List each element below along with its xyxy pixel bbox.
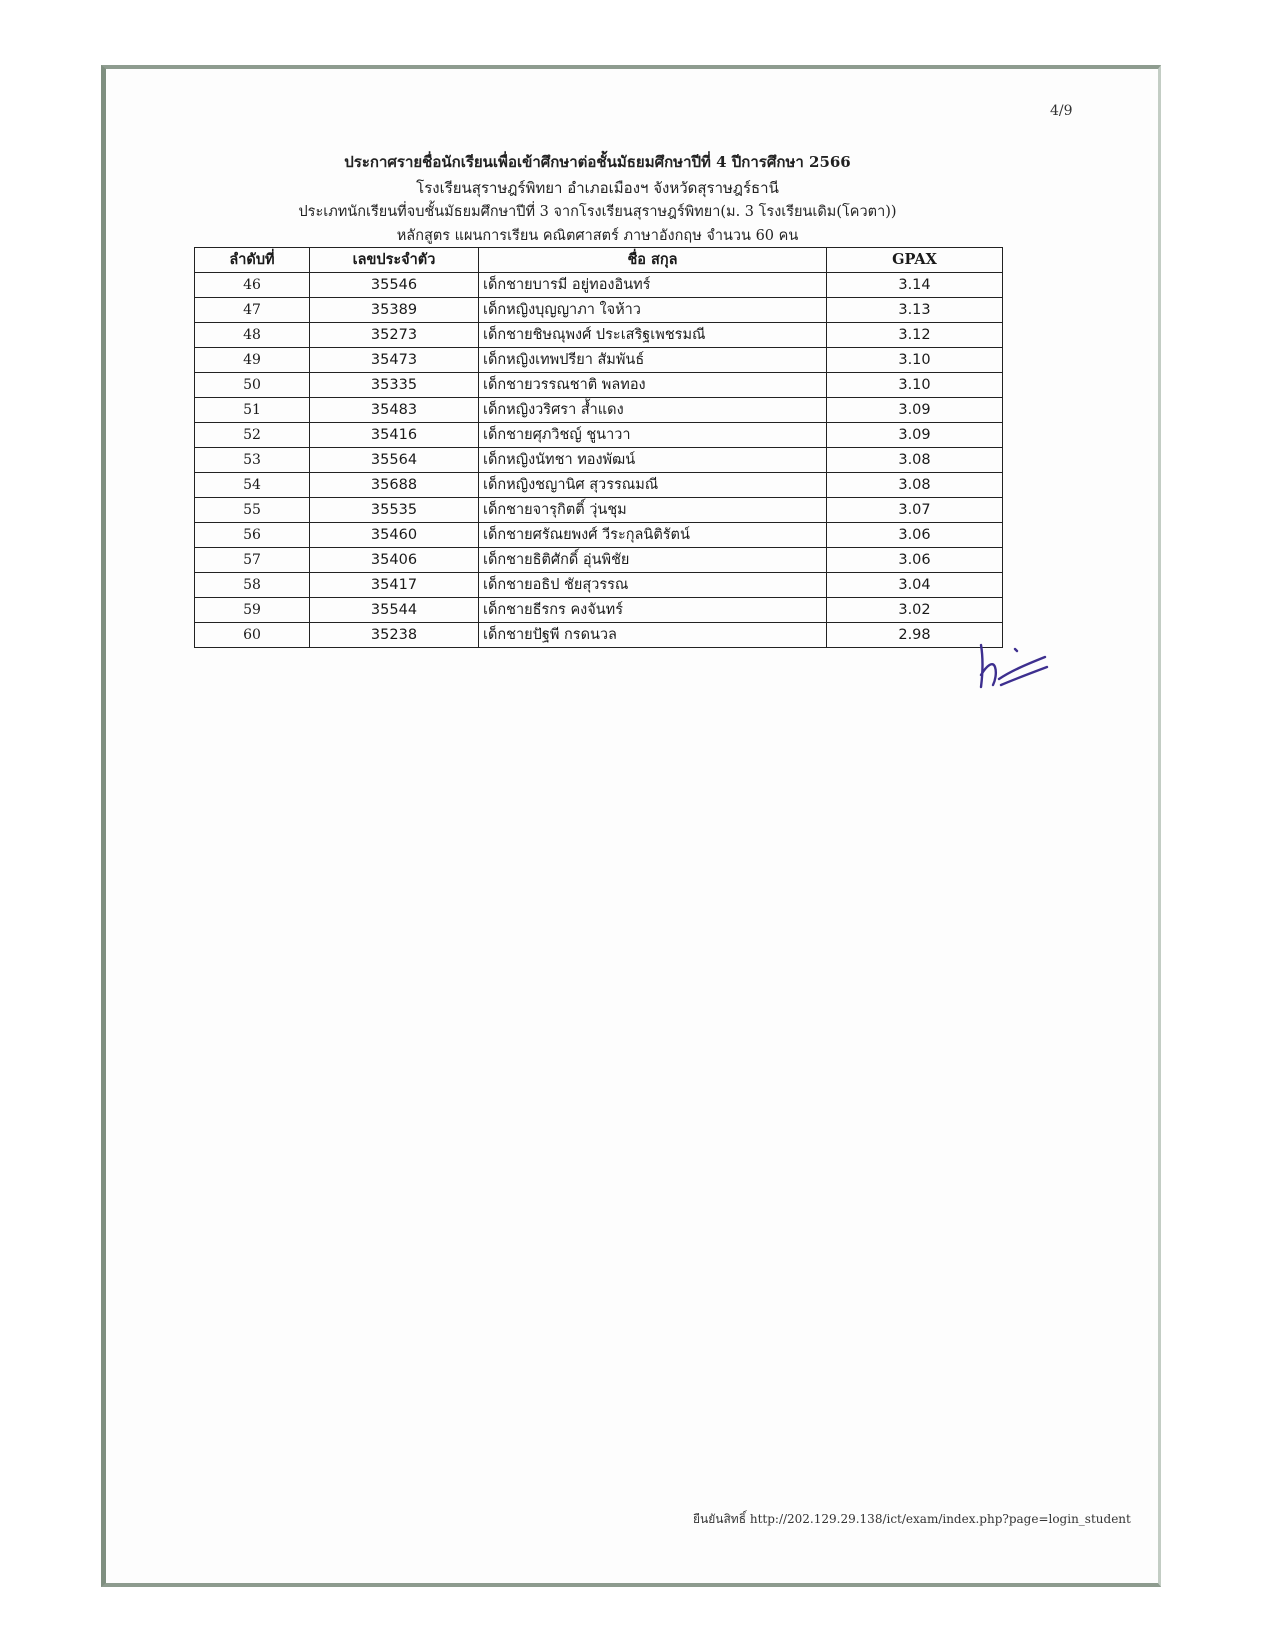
table-row xyxy=(195,473,1003,498)
student-gpax: 3.02 xyxy=(827,598,1003,623)
student-gpax: 2.98 xyxy=(827,623,1003,648)
page-number: 4/9 xyxy=(1050,103,1073,119)
student-gpax: 3.10 xyxy=(827,348,1003,373)
student-name: เด็กชายจารุกิตติ์ วุ่นชุม xyxy=(479,498,827,523)
table-row xyxy=(195,573,1003,598)
student-id: 35473 xyxy=(310,348,479,373)
signature-mark xyxy=(975,635,1055,695)
row-number: 50 xyxy=(195,373,310,398)
student-id: 35416 xyxy=(310,423,479,448)
table-row xyxy=(195,398,1003,423)
table-row xyxy=(195,298,1003,323)
column-header-id: เลขประจำตัว xyxy=(310,248,479,273)
student-gpax: 3.08 xyxy=(827,448,1003,473)
signature-stroke xyxy=(981,645,1047,687)
table-row xyxy=(195,623,1003,648)
student-name: เด็กชายศรัณยพงศ์ วีระกุลนิติรัตน์ xyxy=(479,523,827,548)
student-gpax: 3.08 xyxy=(827,473,1003,498)
student-name: เด็กชายชิษณุพงศ์ ประเสริฐเพชรมณี xyxy=(479,323,827,348)
school-line: โรงเรียนสุราษฎร์พิทยา อำเภอเมืองฯ จังหวัดสุราษฎร์ธานี xyxy=(416,179,779,197)
student-list-table xyxy=(194,247,1003,648)
student-gpax: 3.13 xyxy=(827,298,1003,323)
student-gpax: 3.06 xyxy=(827,548,1003,573)
row-number: 53 xyxy=(195,448,310,473)
table-row xyxy=(195,423,1003,448)
column-header-gpax: GPAX xyxy=(827,248,1003,273)
student-gpax: 3.14 xyxy=(827,273,1003,298)
table-row xyxy=(195,273,1003,298)
student-id: 35273 xyxy=(310,323,479,348)
student-id: 35688 xyxy=(310,473,479,498)
student-name: เด็กหญิงบุญญาภา ใจห้าว xyxy=(479,298,827,323)
student-id: 35335 xyxy=(310,373,479,398)
student-type-line: ประเภทนักเรียนที่จบชั้นมัธยมศึกษาปีที่ 3 จากโรงเรียนสุราษฎร์พิทยา(ม. 3 โรงเรียนเดิม(โควตา)) xyxy=(298,204,897,220)
student-gpax: 3.10 xyxy=(827,373,1003,398)
table-row xyxy=(195,548,1003,573)
student-name: เด็กชายปัฐพี กรดนวล xyxy=(479,623,827,648)
table-row xyxy=(195,373,1003,398)
student-name: เด็กหญิงชญานิศ สุวรรณมณี xyxy=(479,473,827,498)
table-row xyxy=(195,323,1003,348)
student-id: 35544 xyxy=(310,598,479,623)
table-row xyxy=(195,598,1003,623)
student-id: 35546 xyxy=(310,273,479,298)
student-name: เด็กหญิงเทพปรียา สัมพันธ์ xyxy=(479,348,827,373)
announcement-title: ประกาศรายชื่อนักเรียนเพื่อเข้าศึกษาต่อชั้นมัธยมศึกษาปีที่ 4 ปีการศึกษา 2566 xyxy=(344,153,851,171)
student-id: 35406 xyxy=(310,548,479,573)
student-id: 35417 xyxy=(310,573,479,598)
table-header-row xyxy=(195,248,1003,273)
student-gpax: 3.09 xyxy=(827,398,1003,423)
row-number: 58 xyxy=(195,573,310,598)
row-number: 48 xyxy=(195,323,310,348)
row-number: 52 xyxy=(195,423,310,448)
student-id: 35389 xyxy=(310,298,479,323)
row-number: 46 xyxy=(195,273,310,298)
row-number: 56 xyxy=(195,523,310,548)
row-number: 60 xyxy=(195,623,310,648)
verification-footer: ยืนยันสิทธิ์ http://202.129.29.138/ict/exam/index.php?page=login_student xyxy=(693,1512,1131,1526)
row-number: 49 xyxy=(195,348,310,373)
column-header-no: ลำดับที่ xyxy=(195,248,310,273)
student-id: 35238 xyxy=(310,623,479,648)
student-name: เด็กชายศุภวิชญ์ ชูนาวา xyxy=(479,423,827,448)
student-gpax: 3.04 xyxy=(827,573,1003,598)
student-name: เด็กชายธีรกร คงจันทร์ xyxy=(479,598,827,623)
row-number: 57 xyxy=(195,548,310,573)
row-number: 55 xyxy=(195,498,310,523)
column-header-name: ชื่อ สกุล xyxy=(479,248,827,273)
row-number: 47 xyxy=(195,298,310,323)
row-number: 54 xyxy=(195,473,310,498)
student-name: เด็กหญิงนัทชา ทองพัฒน์ xyxy=(479,448,827,473)
student-name: เด็กหญิงวริศรา ส้ำแดง xyxy=(479,398,827,423)
student-name: เด็กชายธิติศักดิ์ อุ่นพิชัย xyxy=(479,548,827,573)
student-gpax: 3.06 xyxy=(827,523,1003,548)
student-name: เด็กชายวรรณชาติ พลทอง xyxy=(479,373,827,398)
table-row xyxy=(195,498,1003,523)
row-number: 51 xyxy=(195,398,310,423)
student-id: 35460 xyxy=(310,523,479,548)
student-gpax: 3.12 xyxy=(827,323,1003,348)
student-id: 35483 xyxy=(310,398,479,423)
table-row xyxy=(195,348,1003,373)
table-row xyxy=(195,448,1003,473)
student-name: เด็กชายบารมี อยู่ทองอินทร์ xyxy=(479,273,827,298)
student-id: 35564 xyxy=(310,448,479,473)
student-id: 35535 xyxy=(310,498,479,523)
program-line: หลักสูตร แผนการเรียน คณิตศาสตร์ ภาษาอังกฤษ จำนวน 60 คน xyxy=(396,228,799,244)
table-row xyxy=(195,523,1003,548)
student-name: เด็กชายอธิป ชัยสุวรรณ xyxy=(479,573,827,598)
student-gpax: 3.07 xyxy=(827,498,1003,523)
student-gpax: 3.09 xyxy=(827,423,1003,448)
row-number: 59 xyxy=(195,598,310,623)
